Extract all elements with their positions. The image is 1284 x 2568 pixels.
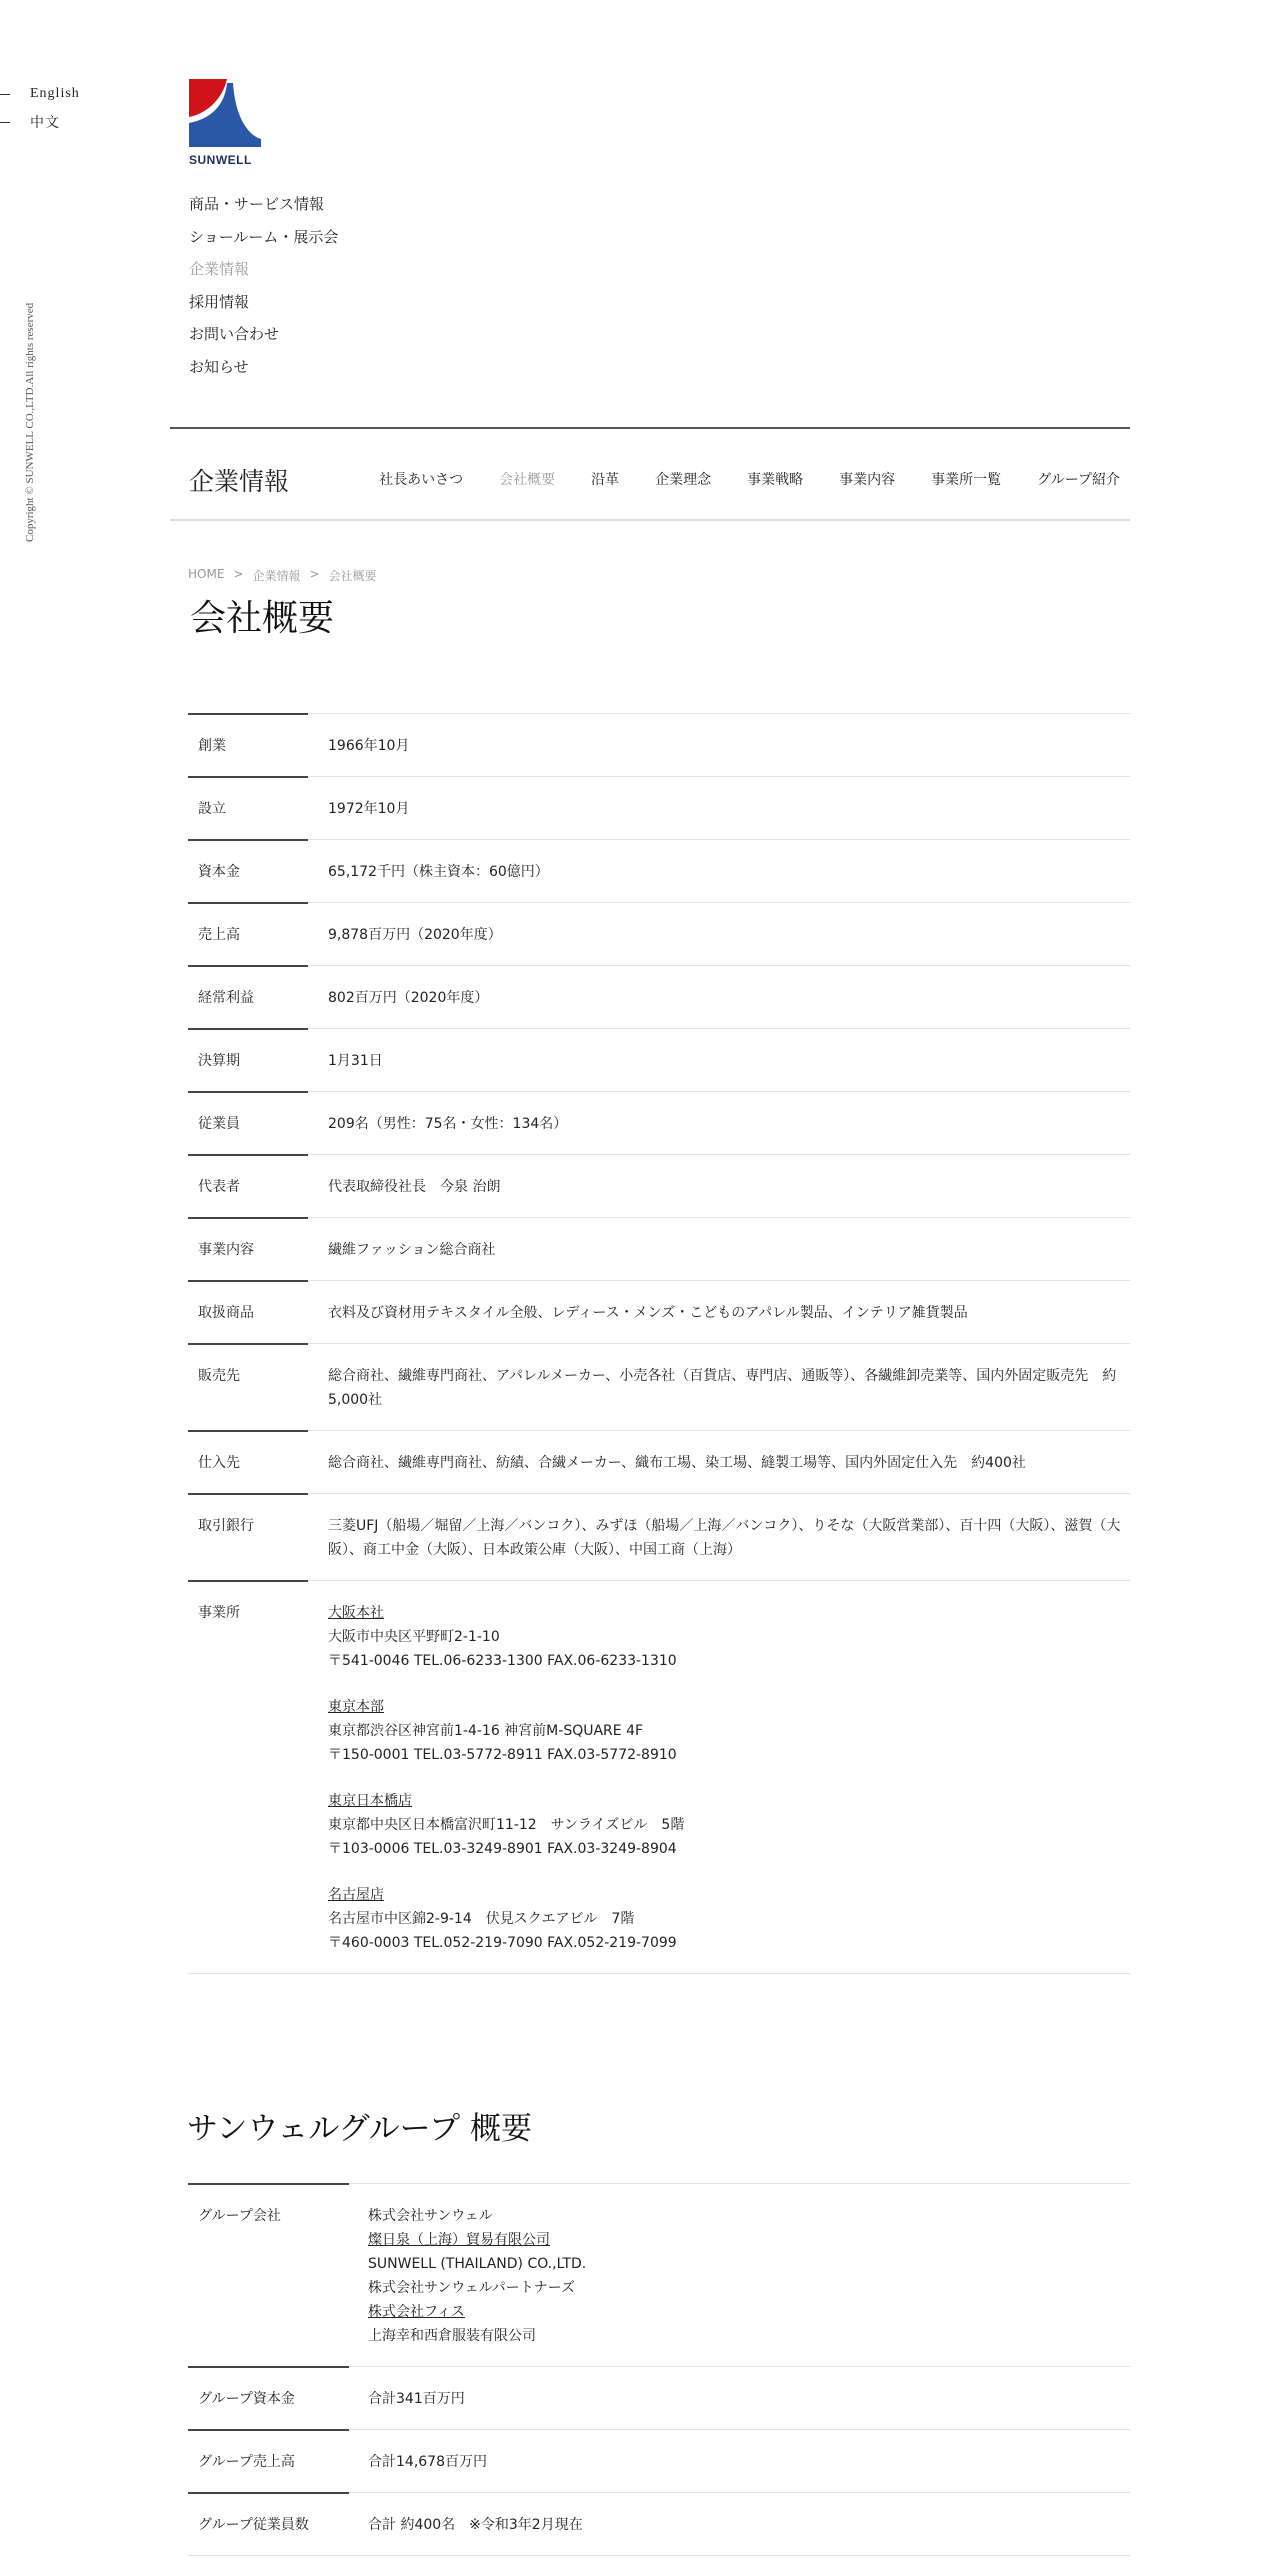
row-value: 総合商社、繊維専門商社、紡績、合繊メーカー、織布工場、染工場、縫製工場等、国内外固定仕入先 約400社: [328, 1431, 1130, 1494]
row-label: 売上高: [188, 903, 328, 966]
subnav-group[interactable]: グループ紹介: [1037, 472, 1120, 488]
table-row: [188, 966, 1130, 1029]
group-company-link[interactable]: 燦日泉（上海）貿易有限公司: [368, 2232, 550, 2248]
language-switcher: [0, 80, 80, 136]
row-value: 繊維ファッション総合商社: [328, 1218, 1130, 1281]
row-value: 合計14,678百万円: [368, 2430, 1130, 2493]
office-contact: 〒541-0046 TEL.06-6233-1300 FAX.06-6233-1310: [328, 1653, 677, 1669]
breadcrumb-separator: >: [309, 567, 320, 581]
subnav-message[interactable]: 社長あいさつ: [379, 472, 464, 488]
nav-company[interactable]: 企業情報: [189, 260, 250, 278]
table-row: [188, 1281, 1130, 1344]
table-row: [188, 1494, 1130, 1581]
lang-chinese-label: 中文: [30, 116, 60, 131]
table-row-group-companies: [188, 2184, 1130, 2367]
section-title: 企業情報: [189, 467, 290, 496]
group-company-link[interactable]: 株式会社フィス: [368, 2304, 465, 2320]
office-address: 東京都中央区日本橋富沢町11-12 サンライズビル 5階: [328, 1817, 685, 1833]
table-row: [188, 903, 1130, 966]
lang-english-label: English: [30, 86, 80, 101]
row-label: 取引銀行: [188, 1494, 328, 1581]
dash-icon: [0, 94, 10, 95]
table-row: [188, 840, 1130, 903]
table-row: [188, 1029, 1130, 1092]
row-label: 経常利益: [188, 966, 328, 1029]
office-item: [328, 1789, 1130, 1861]
lang-chinese-link[interactable]: [0, 108, 80, 136]
subnav-offices[interactable]: 事業所一覧: [931, 472, 1002, 488]
row-value: 209名（男性：75名・女性：134名）: [328, 1092, 1130, 1155]
office-contact: 〒150-0001 TEL.03-5772-8911 FAX.03-5772-8910: [328, 1747, 677, 1763]
group-company-name: 株式会社サンウェル: [368, 2208, 493, 2224]
row-value: 合計341百万円: [368, 2367, 1130, 2430]
copyright: Copyright © SUNWELL CO.,LTD.All rights reserved: [24, 302, 36, 542]
row-label: グループ資本金: [188, 2367, 368, 2430]
office-item: [328, 1883, 1130, 1955]
table-row: [188, 1431, 1130, 1494]
lang-english-link[interactable]: [0, 80, 80, 108]
row-value: 1966年10月: [328, 714, 1130, 777]
global-nav: [189, 188, 338, 383]
table-row: [188, 714, 1130, 777]
row-value: 65,172千円（株主資本：60億円）: [328, 840, 1130, 903]
subnav-links: [343, 469, 1120, 489]
row-label: 代表者: [188, 1155, 328, 1218]
breadcrumb-separator: >: [233, 567, 244, 581]
company-info-table: [188, 713, 1130, 1974]
subnav-overview[interactable]: 会社概要: [499, 472, 556, 488]
table-row: [188, 1155, 1130, 1218]
table-row: [188, 1344, 1130, 1431]
office-contact: 〒103-0006 TEL.03-3249-8901 FAX.03-3249-8904: [328, 1841, 677, 1857]
logo-text: SUNWELL: [189, 153, 252, 167]
logo-link[interactable]: [189, 79, 261, 167]
row-label: グループ従業員数: [188, 2493, 368, 2556]
nav-showroom[interactable]: ショールーム・展示会: [189, 227, 339, 246]
office-address: 東京都渋谷区神宮前1-4-16 神宮前M-SQUARE 4F: [328, 1723, 644, 1739]
row-value: 802百万円（2020年度）: [328, 966, 1130, 1029]
row-value: 代表取締役社長 今泉 治朗: [328, 1155, 1130, 1218]
office-address: 大阪市中央区平野町2-1-10: [328, 1629, 500, 1645]
nav-products[interactable]: 商品・サービス情報: [189, 195, 325, 213]
row-value: 三菱UFJ（船場／堀留／上海／バンコク）、みずほ（船場／上海／バンコク）、りそな（大阪営業部）、百十四（大阪）、滋賀（大阪）、商工中金（大阪）、日本政策公庫（大阪）、中国工商（上海）: [328, 1494, 1130, 1581]
row-label: 設立: [188, 777, 328, 840]
dash-icon: [0, 122, 10, 123]
breadcrumb-current: 会社概要: [328, 569, 377, 583]
row-label: 創業: [188, 714, 328, 777]
nav-news[interactable]: お知らせ: [189, 357, 249, 376]
office-name-link[interactable]: 東京日本橋店: [328, 1793, 412, 1809]
office-contact: 〒460-0003 TEL.052-219-7090 FAX.052-219-7099: [328, 1935, 677, 1951]
office-item: [328, 1601, 1130, 1673]
row-value: 1月31日: [328, 1029, 1130, 1092]
group-company-name: 株式会社サンウェルパートナーズ: [368, 2280, 576, 2296]
row-label: 仕入先: [188, 1431, 328, 1494]
office-item: [328, 1695, 1130, 1767]
group-company-name: 上海幸和西倉服装有限公司: [368, 2328, 536, 2344]
row-label: 取扱商品: [188, 1281, 328, 1344]
row-value: 衣料及び資材用テキスタイル全般、レディース・メンズ・こどものアパレル製品、インテリア雑貨製品: [328, 1281, 1130, 1344]
breadcrumb: [188, 567, 386, 584]
row-label: グループ売上高: [188, 2430, 368, 2493]
nav-contact[interactable]: お問い合わせ: [189, 325, 280, 343]
row-label: 事業内容: [188, 1218, 328, 1281]
group-overview-title: サンウェルグループ 概要: [187, 2111, 532, 2147]
table-row: [188, 2367, 1130, 2430]
office-name-link[interactable]: 大阪本社: [328, 1605, 384, 1621]
table-row: [188, 1092, 1130, 1155]
row-label: 従業員: [188, 1092, 328, 1155]
breadcrumb-company[interactable]: 企業情報: [252, 569, 301, 583]
office-name-link[interactable]: 名古屋店: [328, 1887, 384, 1903]
row-label: 決算期: [188, 1029, 328, 1092]
table-row: [188, 777, 1130, 840]
row-label: グループ会社: [188, 2184, 368, 2367]
row-value: 9,878百万円（2020年度）: [328, 903, 1130, 966]
row-label: 事業所: [188, 1581, 328, 1974]
row-label: 販売先: [188, 1344, 328, 1431]
subnav-strategy[interactable]: 事業戦略: [747, 472, 804, 488]
subnav-history[interactable]: 沿革: [591, 472, 620, 488]
section-subnav: [170, 427, 1130, 521]
subnav-philosophy[interactable]: 企業理念: [655, 472, 712, 488]
page-title: 会社概要: [190, 598, 335, 639]
office-address: 名古屋市中区錦2-9-14 伏見スクエアビル 7階: [328, 1911, 635, 1927]
sunwell-logo-icon: [189, 79, 261, 147]
office-name-link[interactable]: 東京本部: [328, 1699, 384, 1715]
row-value: 合計 約400名 ※令和3年2月現在: [368, 2493, 1130, 2556]
row-value: 総合商社、繊維専門商社、アパレルメーカー、小売各社（百貨店、専門店、通販等）、各繊維卸売業等、国内外固定販売先 約5,000社: [328, 1344, 1130, 1431]
nav-recruit[interactable]: 採用情報: [189, 292, 250, 311]
group-company-name: SUNWELL (THAILAND) CO.,LTD.: [368, 2256, 587, 2272]
table-row: [188, 1218, 1130, 1281]
row-value: 1972年10月: [328, 777, 1130, 840]
table-row: [188, 2430, 1130, 2493]
breadcrumb-home[interactable]: HOME: [188, 567, 225, 581]
table-row-offices: [188, 1581, 1130, 1974]
group-companies-list: [368, 2184, 1130, 2367]
table-row: [188, 2493, 1130, 2556]
subnav-business[interactable]: 事業内容: [839, 472, 896, 488]
group-info-table: [188, 2183, 1130, 2556]
row-label: 資本金: [188, 840, 328, 903]
offices-list: [328, 1581, 1130, 1974]
